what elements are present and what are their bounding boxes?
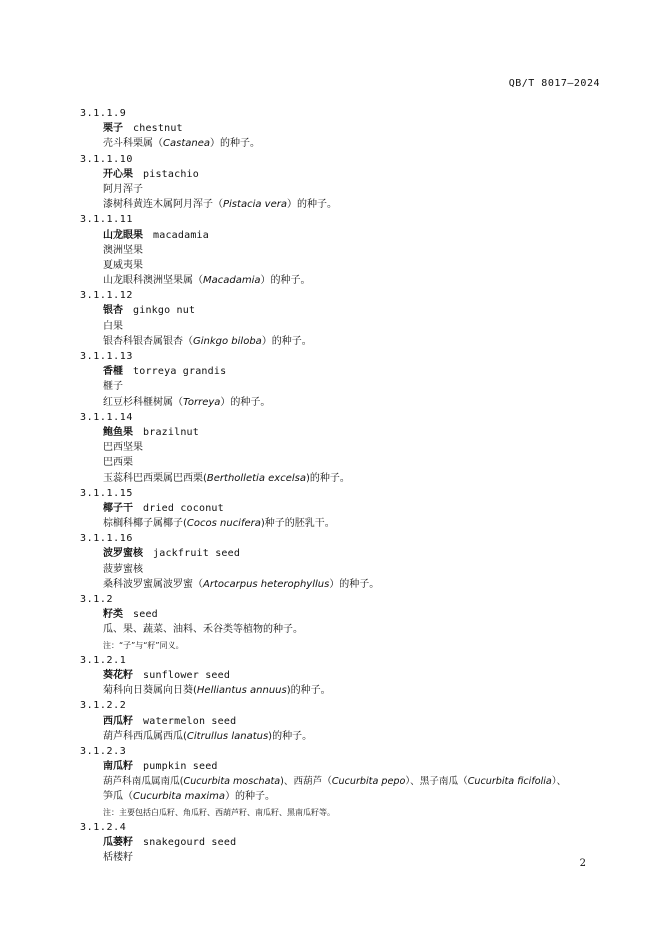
definition bbox=[103, 577, 620, 592]
def-text: 菊科向日葵属向日葵( bbox=[103, 685, 197, 697]
def-text: 银杏科银杏属银杏（ bbox=[103, 335, 193, 347]
term-en: macadamia bbox=[153, 229, 209, 241]
note: 注：主要包括白瓜籽、角瓜籽、西葫芦籽、南瓜籽、黑南瓜籽等。 bbox=[103, 807, 335, 817]
term-title bbox=[103, 835, 620, 850]
def-text: 壳斗科栗属（ bbox=[103, 138, 163, 150]
def-text: ）的种子。 bbox=[286, 199, 337, 211]
term-en: ginkgo nut bbox=[133, 305, 196, 317]
term-zh: 山龙眼果 bbox=[103, 229, 143, 241]
definition bbox=[103, 395, 620, 410]
clause-number: 3.1.2.3 bbox=[80, 745, 127, 757]
clause-number: 3.1.1.11 bbox=[80, 214, 133, 226]
term-en: brazilnut bbox=[143, 426, 199, 438]
clause-number: 3.1.2.2 bbox=[80, 700, 127, 712]
definition bbox=[103, 197, 620, 212]
synonym: 白果 bbox=[103, 320, 123, 332]
def-text: 葫芦科西瓜属西瓜( bbox=[103, 730, 187, 742]
def-text: )的种子。 bbox=[286, 685, 331, 697]
term-zh: 香榧 bbox=[103, 366, 123, 378]
synonym: 菠萝蜜核 bbox=[103, 563, 143, 575]
latin-name: Cucurbita ficifolia bbox=[467, 776, 552, 788]
latin-name: Cucurbita maxima bbox=[133, 791, 226, 803]
definition-line-2 bbox=[103, 789, 620, 804]
term-title bbox=[103, 303, 620, 318]
synonym: 澳洲坚果 bbox=[103, 244, 143, 256]
def-text: ）的种子。 bbox=[210, 138, 260, 150]
latin-name: Artocarpus heterophyllus bbox=[203, 578, 330, 590]
latin-name: Ginkgo biloba bbox=[193, 335, 262, 347]
def-text: ）、 bbox=[551, 776, 567, 788]
term-zh: 葵花籽 bbox=[103, 669, 133, 681]
latin-name: Castanea bbox=[163, 138, 210, 150]
synonym: 巴西坚果 bbox=[103, 442, 143, 454]
clause-number: 3.1.2.4 bbox=[80, 821, 127, 833]
term-zh: 籽类 bbox=[103, 609, 123, 621]
latin-name: Cocos nucifera bbox=[186, 518, 261, 530]
def-text: 笋瓜（ bbox=[103, 791, 133, 803]
synonym: 阿月浑子 bbox=[103, 183, 143, 195]
term-title bbox=[103, 546, 620, 561]
clause-number: 3.1.1.10 bbox=[80, 153, 133, 165]
def-text: )、西葫芦（ bbox=[280, 776, 332, 788]
note: 注：“子”与“籽”同义。 bbox=[103, 640, 184, 650]
term-title bbox=[103, 759, 620, 774]
clause-number: 3.1.1.16 bbox=[80, 533, 133, 545]
def-text: 葫芦科南瓜属南瓜( bbox=[103, 776, 184, 788]
latin-name: Pistacia vera bbox=[223, 199, 287, 211]
def-text: )的种子。 bbox=[305, 472, 350, 484]
latin-name: Torreya bbox=[183, 396, 221, 408]
def-text: 红豆杉科榧树属（ bbox=[103, 396, 183, 408]
term-zh: 西瓜籽 bbox=[103, 715, 133, 727]
term-en: pumpkin seed bbox=[143, 761, 218, 773]
term-en: dried coconut bbox=[143, 502, 224, 514]
definition-line-1 bbox=[103, 774, 620, 789]
term-title bbox=[103, 668, 620, 683]
term-title bbox=[103, 425, 620, 440]
clause-number: 3.1.1.14 bbox=[80, 411, 133, 423]
term-en: watermelon seed bbox=[143, 715, 237, 727]
term-zh: 鲍鱼果 bbox=[103, 426, 133, 438]
term-en: chestnut bbox=[133, 123, 183, 135]
term-en: jackfruit seed bbox=[153, 548, 241, 560]
clause-number: 3.1.1.15 bbox=[80, 487, 133, 499]
definition: 瓜、果、蔬菜、油料、禾谷类等植物的种子。 bbox=[103, 624, 303, 636]
def-text: )种子的胚乳干。 bbox=[260, 518, 335, 530]
definition bbox=[103, 683, 620, 698]
def-text: ）的种子。 bbox=[329, 578, 380, 590]
term-en: sunflower seed bbox=[143, 669, 231, 681]
term-en: torreya grandis bbox=[133, 366, 227, 378]
definition bbox=[103, 334, 620, 349]
term-title bbox=[103, 714, 620, 729]
latin-name: Citrullus lanatus bbox=[186, 730, 269, 742]
term-zh: 银杏 bbox=[103, 305, 123, 317]
def-text: 山龙眼科澳洲坚果属（ bbox=[103, 275, 203, 287]
term-title bbox=[103, 228, 620, 243]
definition bbox=[103, 729, 620, 744]
clause-number: 3.1.1.9 bbox=[80, 108, 127, 119]
latin-name: Cucurbita pepo bbox=[331, 776, 406, 788]
def-text: ）的种子。 bbox=[220, 396, 271, 408]
def-text: ）的种子。 bbox=[261, 335, 312, 347]
def-text: 玉蕊科巴西栗属巴西栗( bbox=[103, 472, 207, 484]
header-doc-code: QB/T 8017—2024 bbox=[508, 78, 600, 89]
term-title bbox=[103, 121, 620, 136]
synonym: 夏威夷果 bbox=[103, 259, 143, 271]
term-zh: 瓜蒌籽 bbox=[103, 837, 133, 848]
term-zh: 栗子 bbox=[103, 123, 123, 135]
term-en: seed bbox=[133, 609, 158, 621]
definition bbox=[103, 136, 620, 151]
definition bbox=[103, 273, 620, 288]
clause-number: 3.1.1.13 bbox=[80, 351, 133, 362]
def-text: ）的种子。 bbox=[260, 275, 311, 287]
def-text: )的种子。 bbox=[268, 730, 313, 742]
synonym: 栝楼籽 bbox=[103, 852, 133, 864]
term-list bbox=[80, 106, 620, 865]
definition bbox=[103, 516, 620, 531]
term-zh: 波罗蜜核 bbox=[103, 548, 143, 560]
clause-number: 3.1.2.1 bbox=[80, 654, 127, 666]
term-title bbox=[103, 167, 620, 182]
term-zh: 开心果 bbox=[103, 168, 133, 180]
synonym: 榧子 bbox=[103, 381, 123, 393]
def-text: ）的种子。 bbox=[225, 791, 276, 803]
latin-name: Macadamia bbox=[203, 275, 261, 287]
term-zh: 椰子干 bbox=[103, 502, 133, 514]
term-en: pistachio bbox=[143, 168, 199, 180]
page-number: 2 bbox=[579, 858, 586, 869]
latin-name: Cucurbita moschata bbox=[183, 776, 281, 788]
clause-number: 3.1.2 bbox=[80, 594, 114, 605]
def-text: ）、黑子南瓜（ bbox=[405, 776, 468, 788]
latin-name: Helliantus annuus bbox=[196, 685, 287, 697]
term-title bbox=[103, 364, 620, 379]
term-title bbox=[103, 607, 620, 622]
definition bbox=[103, 471, 620, 486]
clause-number: 3.1.1.12 bbox=[80, 290, 133, 302]
term-en: snakegourd seed bbox=[143, 837, 237, 848]
latin-name: Bertholletia excelsa bbox=[206, 472, 306, 484]
def-text: 棕榈科椰子属椰子( bbox=[103, 518, 187, 530]
term-zh: 南瓜籽 bbox=[103, 761, 133, 773]
synonym: 巴西栗 bbox=[103, 457, 133, 469]
def-text: 桑科波罗蜜属波罗蜜（ bbox=[103, 578, 203, 590]
term-title bbox=[103, 501, 620, 516]
def-text: 漆树科黄连木属阿月浑子（ bbox=[103, 199, 223, 211]
